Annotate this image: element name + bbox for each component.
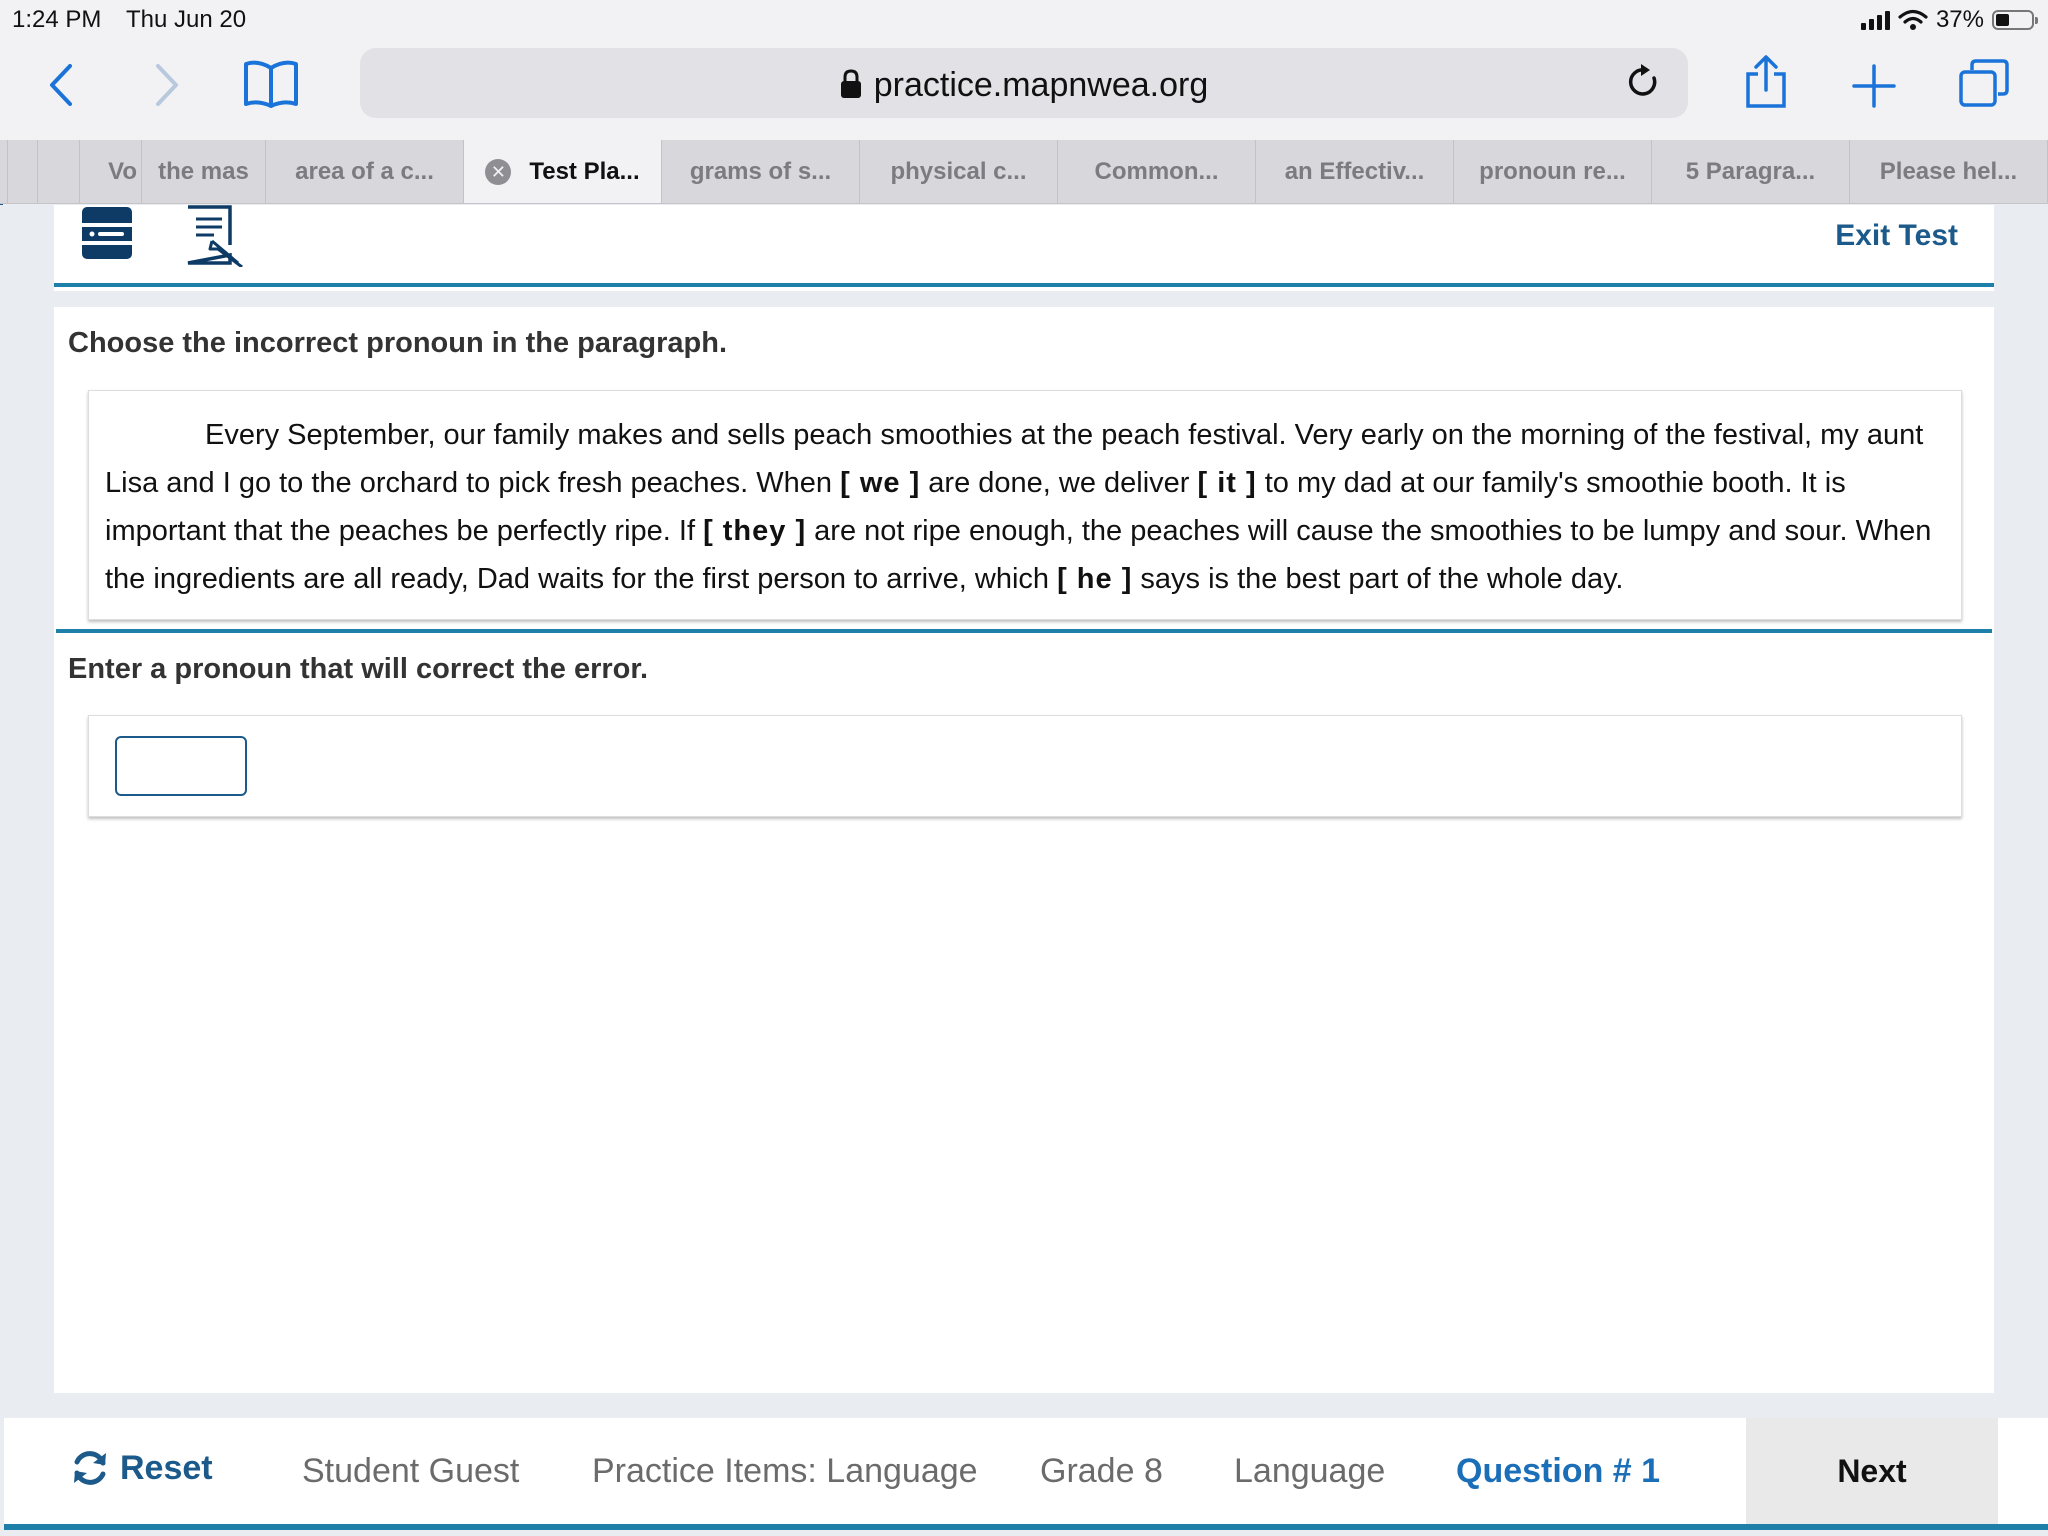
tab-strip xyxy=(0,140,2048,204)
tab-physical-c[interactable] xyxy=(860,140,1058,204)
tab-label: Common... xyxy=(1094,158,1219,185)
exit-test-link[interactable]: Exit Test xyxy=(1835,219,1958,252)
test-footer xyxy=(0,1410,2048,1536)
tab-label: Please hel... xyxy=(1879,158,2018,185)
test-header xyxy=(54,205,1994,287)
tab-label: grams of s... xyxy=(689,158,832,185)
battery-icon xyxy=(1992,10,2034,30)
tab-collapsed-1[interactable] xyxy=(0,140,8,204)
answer-masking-icon[interactable] xyxy=(80,205,134,263)
pronoun-choice-they[interactable]: [ they ] xyxy=(703,515,807,547)
tab-label: Test Pla... xyxy=(529,158,640,185)
tab-the-mas[interactable] xyxy=(142,140,266,204)
browser-toolbar xyxy=(0,40,2048,140)
tab-an-effectiv[interactable] xyxy=(1256,140,1454,204)
test-name: Practice Items: Language xyxy=(592,1452,978,1490)
student-name: Student Guest xyxy=(302,1452,520,1490)
new-tab-icon[interactable] xyxy=(1852,64,1896,108)
answer-container xyxy=(88,715,1962,817)
close-tab-icon[interactable]: ✕ xyxy=(485,159,511,185)
back-icon[interactable] xyxy=(46,62,76,108)
wifi-icon xyxy=(1898,9,1928,31)
passage xyxy=(88,390,1962,620)
tab-5-paragra[interactable] xyxy=(1652,140,1850,204)
pronoun-choice-it[interactable]: [ it ] xyxy=(1197,467,1257,499)
passage-text: are not ripe enough, the peaches will cause the smoothies to be lumpy and sour. When the ingredients are all ready, Dad waits for the first person to arrive, which xyxy=(105,515,1932,595)
tab-vo[interactable] xyxy=(80,140,142,204)
tabs-overview-icon[interactable] xyxy=(1958,58,2010,108)
status-right xyxy=(1861,6,2034,34)
tab-test-pla[interactable] xyxy=(464,140,662,204)
tab-label: pronoun re... xyxy=(1479,158,1626,185)
forward-icon[interactable] xyxy=(152,62,182,108)
tab-common[interactable] xyxy=(1058,140,1256,204)
pronoun-answer-input[interactable] xyxy=(115,736,247,796)
reset-button[interactable] xyxy=(70,1448,213,1488)
url-display[interactable] xyxy=(360,66,1688,105)
passage-text: are done, we deliver xyxy=(920,467,1198,499)
tab-label: 5 Paragra... xyxy=(1685,158,1816,185)
url-text: practice.mapnwea.org xyxy=(873,66,1209,104)
tab-label: the mas xyxy=(158,158,249,185)
share-icon[interactable] xyxy=(1744,54,1788,110)
tab-area-of-a[interactable] xyxy=(266,140,464,204)
refresh-icon xyxy=(70,1448,110,1488)
status-time: 1:24 PM xyxy=(12,6,102,33)
question-prompt-2: Enter a pronoun that will correct the error. xyxy=(68,653,649,685)
header-gap xyxy=(54,291,1994,307)
tab-label: physical c... xyxy=(890,158,1027,185)
battery-percent: 37% xyxy=(1935,6,1984,33)
question-number: Question # 1 xyxy=(1456,1452,1661,1490)
question-panel xyxy=(54,205,1994,1393)
lock-icon xyxy=(840,69,862,99)
tab-grams-of-s[interactable] xyxy=(662,140,860,204)
tab-collapsed-2[interactable] xyxy=(8,140,38,204)
footer-bar xyxy=(4,1418,2048,1530)
tab-collapsed-3[interactable] xyxy=(38,140,80,204)
next-button[interactable]: Next xyxy=(1746,1418,1998,1524)
reload-icon[interactable] xyxy=(1624,62,1662,102)
status-date: Thu Jun 20 xyxy=(126,6,247,33)
passage-text: Every September, our family makes and sells peach smoothies at the peach festival. Very early on the morning of the festival, my aunt Lisa and I go to the orchard to pick fresh peaches. When xyxy=(105,419,1924,499)
address-bar[interactable] xyxy=(360,48,1688,118)
tab-label: Vo xyxy=(108,158,137,185)
passage-text: says is the best part of the whole day. xyxy=(1132,563,1624,595)
section-divider xyxy=(56,629,1992,633)
notepad-icon[interactable] xyxy=(184,205,246,267)
test-page xyxy=(0,205,2048,1536)
tab-label: an Effectiv... xyxy=(1284,158,1425,185)
tab-pronoun-re[interactable] xyxy=(1454,140,1652,204)
reset-label: Reset xyxy=(120,1448,213,1487)
pronoun-choice-he[interactable]: [ he ] xyxy=(1057,563,1133,595)
status-bar xyxy=(0,0,2048,40)
passage-text: to my dad at our family's smoothie booth. It is important that the peaches be perfectly ripe. If xyxy=(105,467,1846,547)
question-prompt-1: Choose the incorrect pronoun in the paragraph. xyxy=(68,327,727,359)
cellular-signal-icon xyxy=(1861,10,1890,30)
tab-label: area of a c... xyxy=(295,158,434,185)
subject-label: Language xyxy=(1234,1452,1386,1490)
pronoun-choice-we[interactable]: [ we ] xyxy=(840,467,921,499)
grade-label: Grade 8 xyxy=(1040,1452,1163,1490)
bookmarks-icon[interactable] xyxy=(242,58,300,110)
tab-please-hel[interactable] xyxy=(1850,140,2048,204)
